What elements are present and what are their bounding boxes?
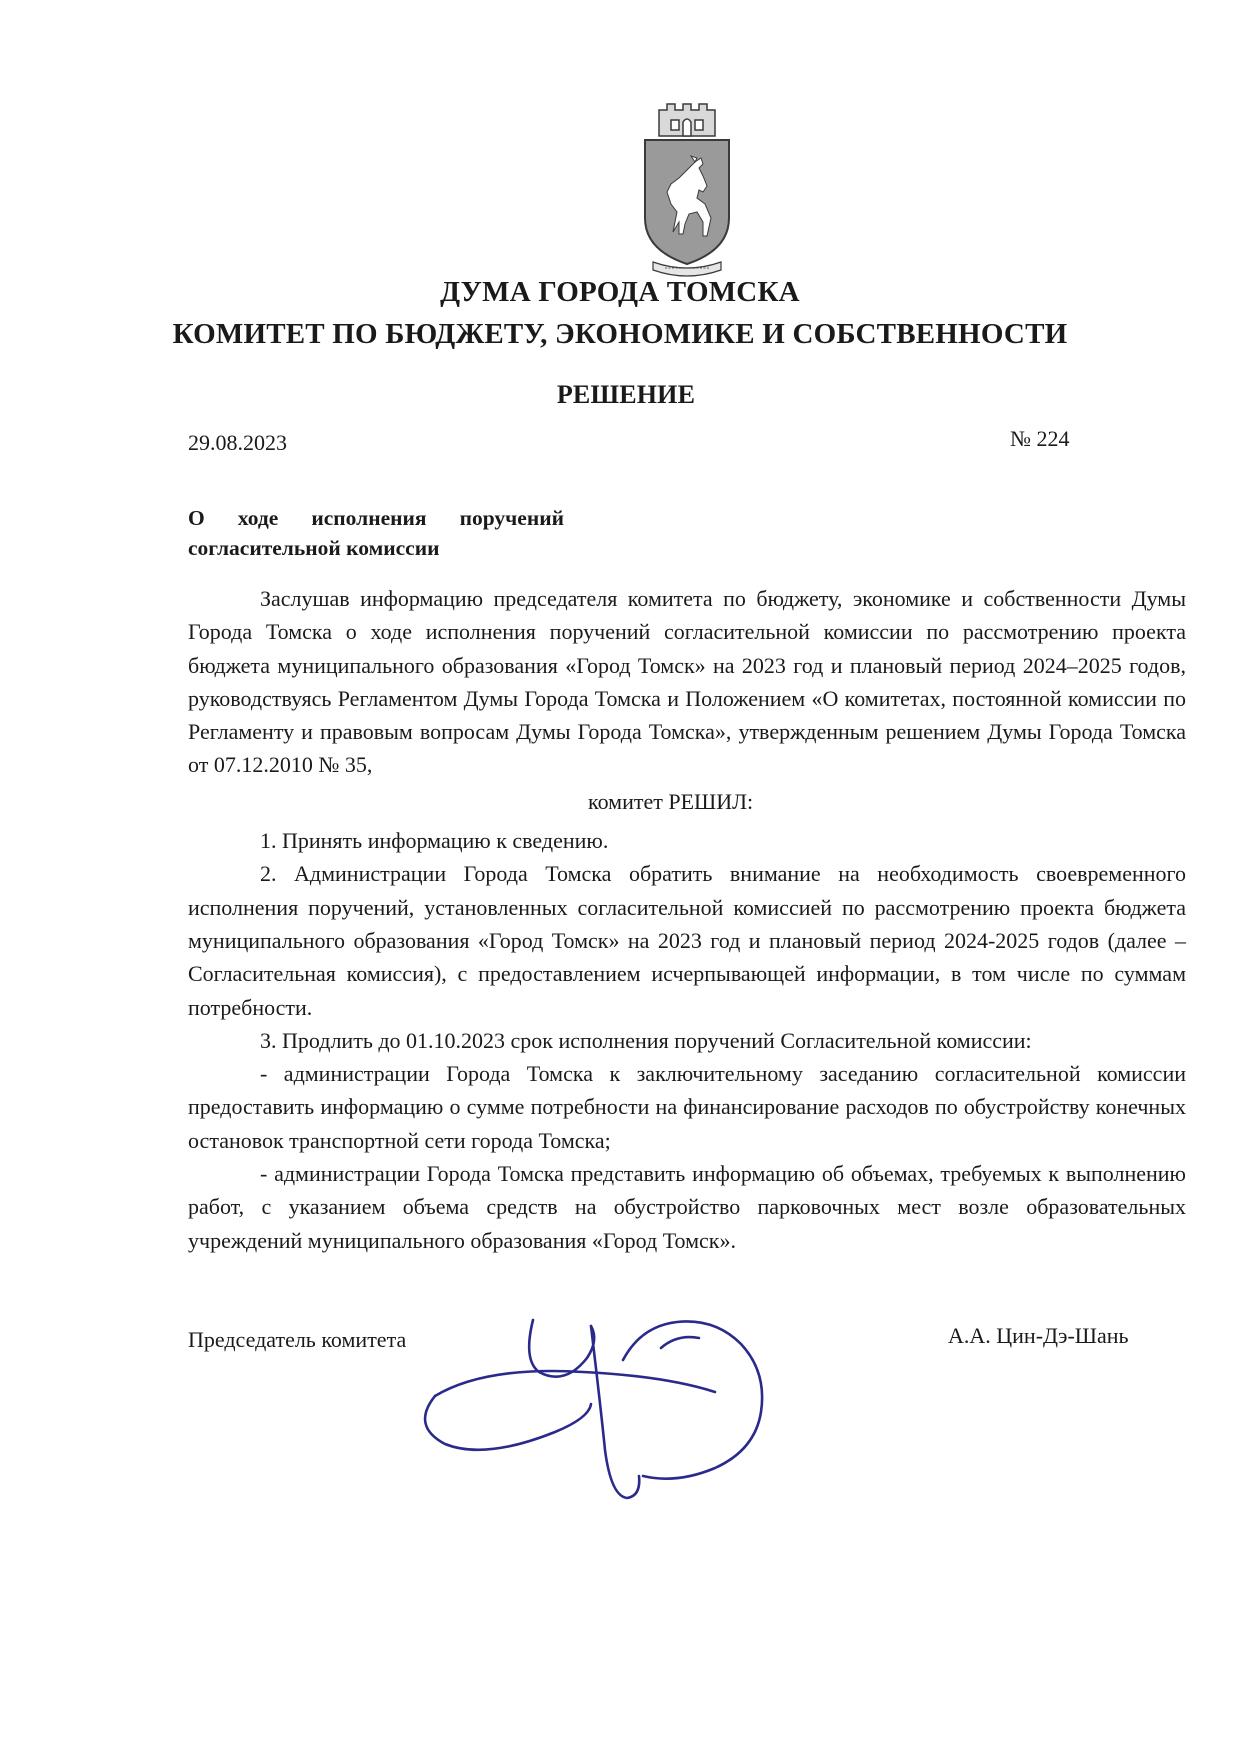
intro-paragraph: Заслушав информацию председателя комитета по бюджету, экономике и собственности Думы Города Томска о ходе исполнения поручений согласительной комиссии по рассмотрению проекта бюджета муниципального образования «Город Томск» на 2023 год и плановый период 2024–2025 годов, руководствуясь Регламентом Думы Города Томска и Положением «О комитетах, постоянной комиссии по Регламенту и правовым вопросам Думы Города Томска», утвержденным решением Думы Города Томска от 07.12.2010 № 35,	[188, 586, 1186, 778]
committee-title: КОМИТЕТ ПО БЮДЖЕТУ, ЭКОНОМИКЕ И СОБСТВЕННОСТИ	[172, 318, 1068, 350]
document-subject	[188, 503, 608, 563]
subject-word: исполнения	[311, 506, 427, 530]
handwritten-signature-icon	[415, 1300, 915, 1510]
decided-heading: комитет РЕШИЛ:	[588, 788, 754, 814]
subject-line-2: согласительной комиссии	[188, 536, 440, 560]
subject-word: О	[188, 506, 205, 530]
tomsk-coat-of-arms-icon	[637, 100, 737, 278]
document-date: 29.08.2023	[188, 430, 287, 455]
document-number: № 224	[1010, 426, 1070, 451]
document-body	[188, 582, 1186, 1257]
subject-word: ходе	[237, 506, 279, 530]
decision-item-2: 2. Администрации Города Томска обратить внимание на необходимость своевременного исполнения поручений, установленных согласительной комиссией по рассмотрению проекта бюджета муниципального образования «Город Томск» на 2023 год и плановый период 2024-2025 годов (далее – Согласительная комиссия), с предоставлением исчерпывающей информации, в том числе по суммам потребности.	[188, 861, 1186, 1020]
document-type-title: РЕШЕНИЕ	[556, 380, 696, 409]
decision-item-1: 1. Принять информацию к сведению.	[260, 828, 609, 854]
decision-item-3: 3. Продлить до 01.10.2023 срок исполнения поручений Согласительной комиссии:	[260, 1027, 1032, 1053]
signatory-name: А.А. Цин-Дэ-Шань	[948, 1323, 1129, 1348]
decision-subitem-2: - администрации Города Томска представить информацию об объемах, требуемых к выполнению работ, с указанием объема средств на обустройство парковочных мест возле образовательных учреждений муниципального образования «Город Томск».	[188, 1161, 1186, 1253]
subject-line-1	[188, 503, 564, 533]
decision-subitem-1: - администрации Города Томска к заключительному заседанию согласительной комиссии предоставить информацию о сумме потребности на финансирование расходов по обустройству конечных остановок транспортной сети города Томска;	[188, 1061, 1186, 1153]
subject-word: поручений	[459, 506, 564, 530]
signatory-position: Председатель комитета	[188, 1327, 407, 1352]
organization-title: ДУМА ГОРОДА ТОМСКА	[440, 276, 800, 308]
